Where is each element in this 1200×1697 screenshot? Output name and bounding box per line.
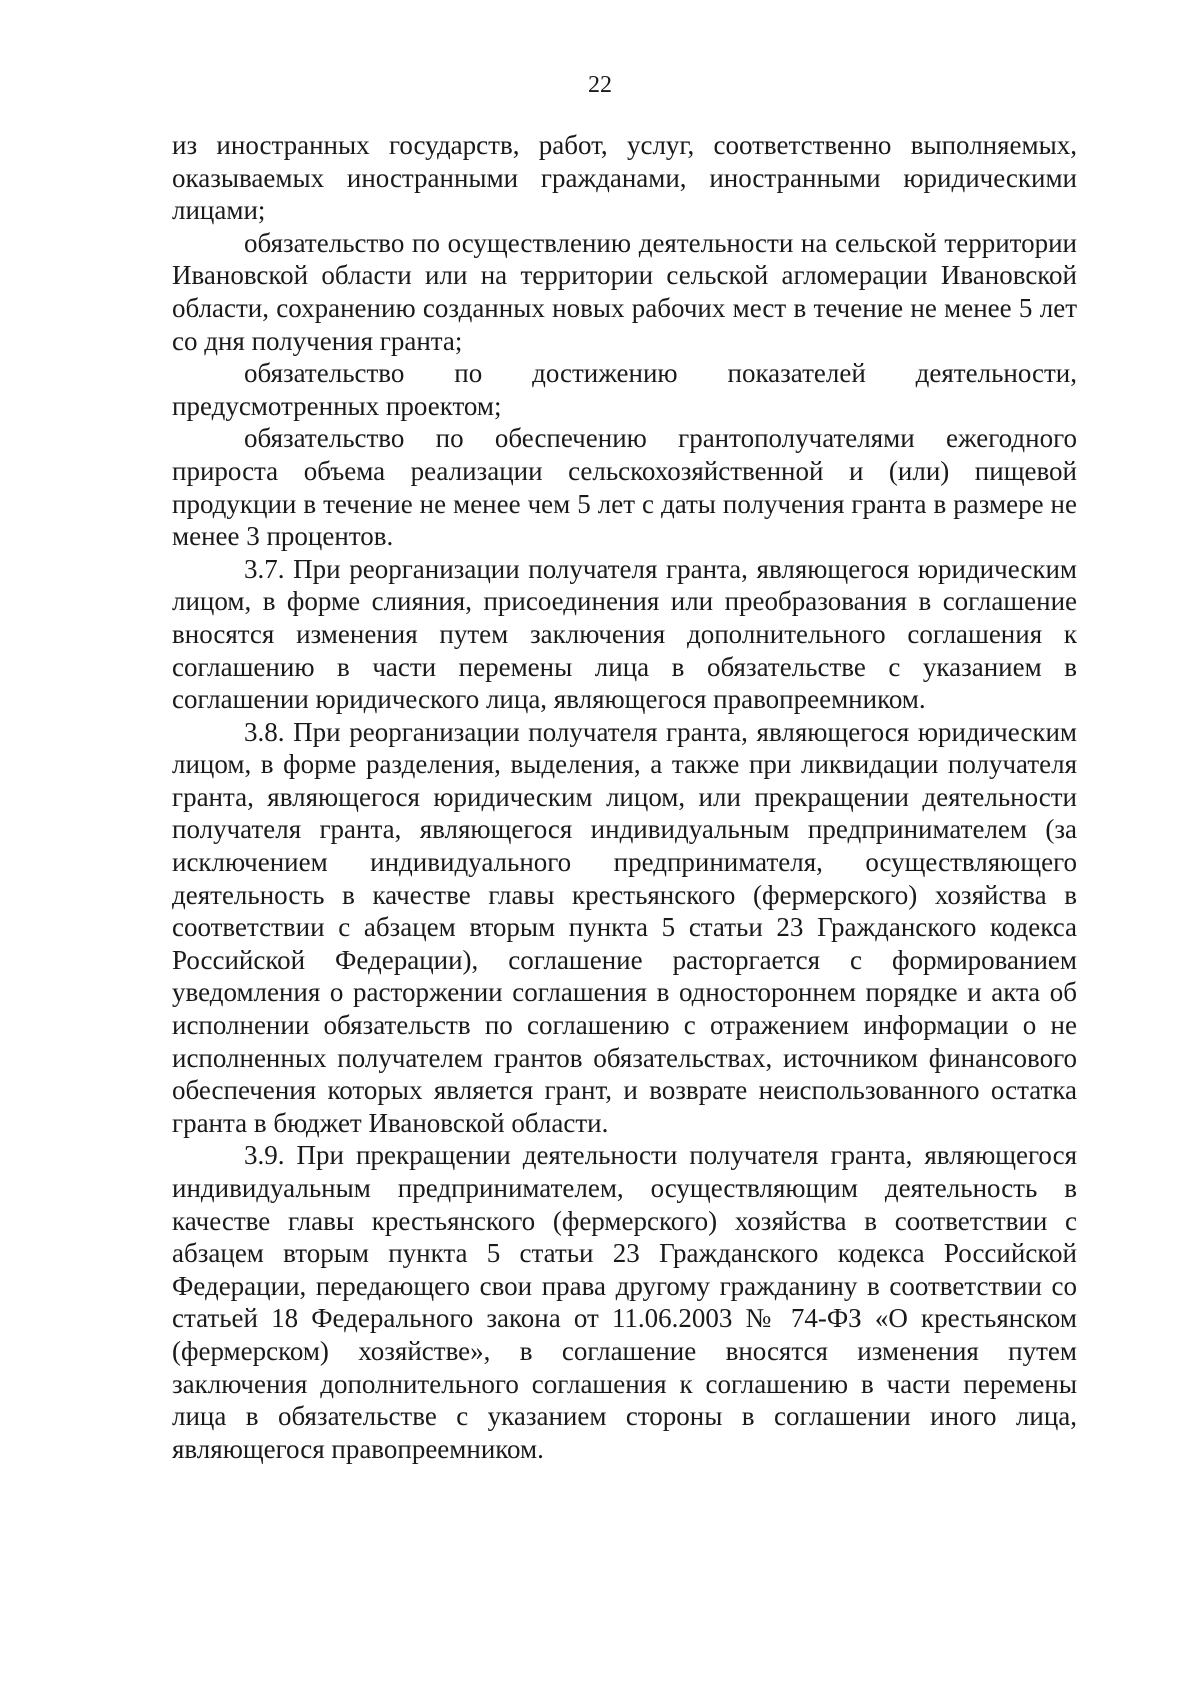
paragraph-3-9: 3.9. При прекращении деятельности получателя гранта, являющегося индивидуальным предпринимателем, осуществляющим деятельность в качестве главы крестьянского (фермерского) хозяйства в соответствии с абзацем вторым пункта 5 статьи 23 Гражданского кодекса Российской Федерации, передающего свои права другому гражданину в соответствии со статьей 18 Федерального закона от 11.06.2003 № 74-ФЗ «О крестьянском (фермерском) хозяйстве», в соглашение вносятся изменения путем заключения дополнительного соглашения к соглашению в части перемены лица в обязательстве с указанием стороны в соглашении иного лица, являющегося правопреемником. xyxy=(172,1140,1077,1464)
paragraph-obligation-indicators: обязательство по достижению показателей деятельности, предусмотренных проектом; xyxy=(172,358,1077,421)
paragraph-obligation-territory: обязательство по осуществлению деятельности на сельской территории Ивановской области или на территории сельской агломерации Ивановской области, сохранению созданных новых рабочих мест в течение не менее 5 лет со дня получения гранта; xyxy=(172,227,1077,356)
paragraph-obligation-growth: обязательство по обеспечению грантополучателями ежегодного прироста объема реализации сельскохозяйственной и (или) пищевой продукции в течение не менее чем 5 лет с даты получения гранта в размере не менее 3 процентов. xyxy=(172,423,1077,552)
paragraph-3-7: 3.7. При реорганизации получателя гранта, являющегося юридическим лицом, в форме слияния, присоединения или преобразования в соглашение вносятся изменения путем заключения дополнительного соглашения к соглашению в части перемены лица в обязательстве с указанием в соглашении юридического лица, являющегося правопреемником. xyxy=(172,553,1077,715)
paragraph-3-8: 3.8. При реорганизации получателя гранта, являющегося юридическим лицом, в форме разделения, выделения, а также при ликвидации получателя гранта, являющегося юридическим лицом, или прекращении деятельности получателя гранта, являющегося индивидуальным предпринимателем (за исключением индивидуального предпринимателя, осуществляющего деятельность в качестве главы крестьянского (фермерского) хозяйства в соответствии с абзацем вторым пункта 5 статьи 23 Гражданского кодекса Российской Федерации), соглашение расторгается с формированием уведомления о расторжении соглашения в одностороннем порядке и акта об исполнении обязательств по соглашению с отражением информации о не исполненных получателем грантов обязательствах, источником финансового обеспечения которых является грант, и возврате неиспользованного остатка гранта в бюджет Ивановской области. xyxy=(172,716,1077,1138)
page-number: 22 xyxy=(588,72,612,98)
paragraph-continuation: из иностранных государств, работ, услуг, соответственно выполняемых, оказываемых иностранными гражданами, иностранными юридическими лицами; xyxy=(172,130,1077,226)
document-body xyxy=(172,129,1077,1465)
